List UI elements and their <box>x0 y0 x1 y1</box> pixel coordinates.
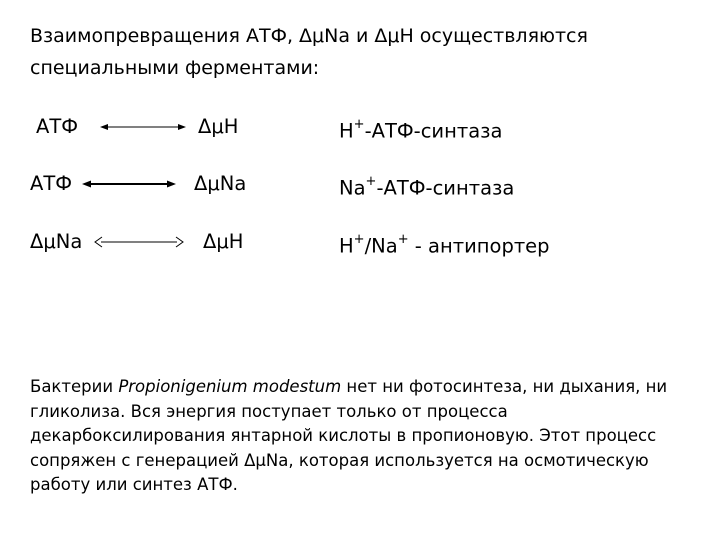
slide-title <box>30 20 700 84</box>
reaction-row-1 <box>0 110 720 144</box>
enzyme-name: H+/Na+ - антипортер <box>339 232 550 258</box>
reaction-row-2 <box>0 167 720 201</box>
double-headed-arrow-icon <box>94 233 184 251</box>
reactant-right: ΔμNa <box>194 172 247 195</box>
reactant-right: ΔμH <box>198 115 239 138</box>
reactant-left: АТФ <box>36 115 79 138</box>
title-line-2: специальными ферментами: <box>30 57 320 79</box>
double-headed-arrow-icon <box>100 118 186 136</box>
species-name: Propionigenium modestum <box>118 377 342 396</box>
enzyme-name: Na+-АТФ-синтаза <box>339 174 515 200</box>
paragraph-body: нет ни фотосинтеза, ни дыхания, ни гликолиза. Вся энергия поступает только от процесса декарбоксилирования янтарной кислоты в пропионовую. Этот процесс сопряжен с генерацией ΔμNa, которая используется на осмотическую работу или синтез АТФ. <box>30 377 668 494</box>
double-headed-arrow-icon <box>82 175 176 193</box>
paragraph-lead: Бактерии <box>30 377 119 396</box>
reactant-left: ΔμNa <box>30 230 83 253</box>
reactant-right: ΔμH <box>203 230 244 253</box>
reactant-left: АТФ <box>30 172 73 195</box>
enzyme-name: H+-АТФ-синтаза <box>339 117 503 143</box>
title-line-1: Взаимопревращения АТФ, ΔμNa и ΔμH осуществляются <box>30 25 588 47</box>
reaction-row-3 <box>0 225 720 259</box>
description-paragraph <box>30 375 700 498</box>
